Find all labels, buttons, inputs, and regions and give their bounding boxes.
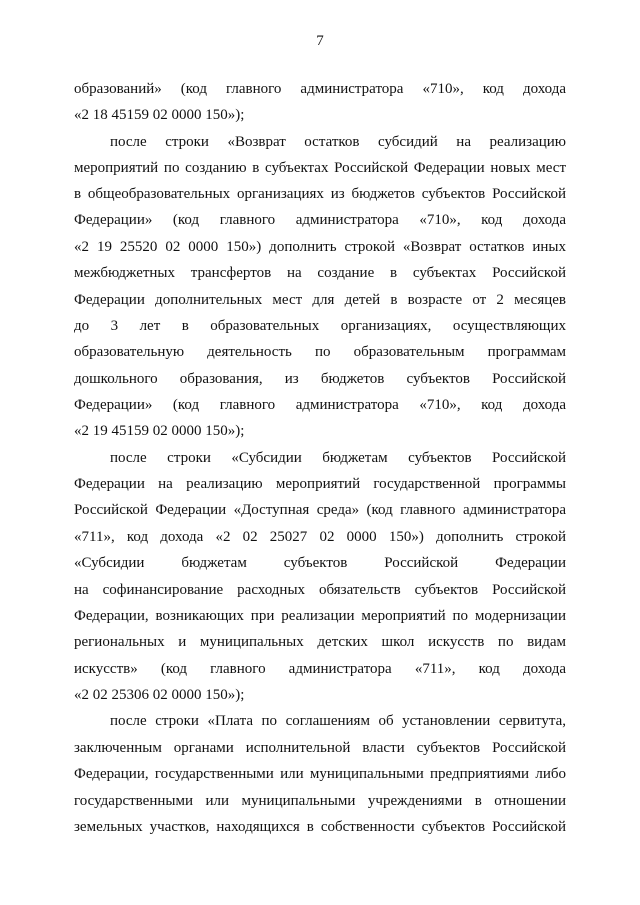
text-line: региональных и муниципальных детских школ искусств по видам [74, 634, 566, 650]
text-line: Федерации» (код главного администратора «710», код дохода [74, 397, 566, 413]
text-line: «Субсидии бюджетам субъектов Российской Федерации [74, 555, 566, 571]
text-line: после строки «Плата по соглашениям об установлении сервитута, [110, 713, 566, 729]
text-line: после строки «Субсидии бюджетам субъектов Российской [110, 450, 566, 466]
text-line: на софинансирование расходных обязательств субъектов Российской [74, 582, 566, 598]
text-line: Федерации на реализацию мероприятий государственной программы [74, 476, 566, 492]
page-number: 7 [316, 33, 324, 49]
text-line: искусств» (код главного администратора «711», код дохода [74, 661, 566, 677]
text-line: Федерации, возникающих при реализации мероприятий по модернизации [74, 608, 566, 624]
text-line: «2 18 45159 02 0000 150»); [74, 107, 245, 123]
text-line: межбюджетных трансфертов на создание в субъектах Российской [74, 265, 566, 281]
text-line: образований» (код главного администратора «710», код дохода [74, 81, 566, 97]
text-line: Федерации дополнительных мест для детей в возрасте от 2 месяцев [74, 292, 566, 308]
text-line: земельных участков, находящихся в собственности субъектов Российской [74, 819, 566, 835]
text-line: до 3 лет в образовательных организациях, осуществляющих [74, 318, 566, 334]
text-line: государственными или муниципальными учреждениями в отношении [74, 793, 566, 809]
text-line: «711», код дохода «2 02 25027 02 0000 150») дополнить строкой [74, 529, 566, 545]
text-line: дошкольного образования, из бюджетов субъектов Российской [74, 371, 566, 387]
text-line: мероприятий по созданию в субъектах Российской Федерации новых мест [74, 160, 566, 176]
text-line: образовательную деятельность по образовательным программам [74, 344, 566, 360]
text-line: после строки «Возврат остатков субсидий на реализацию [110, 134, 566, 150]
text-line: «2 02 25306 02 0000 150»); [74, 687, 245, 703]
text-line: в общеобразовательных организациях из бюджетов субъектов Российской [74, 186, 566, 202]
text-line: Федерации, государственными или муниципальными предприятиями либо [74, 766, 566, 782]
text-line: Федерации» (код главного администратора «710», код дохода [74, 212, 566, 228]
text-line: «2 19 45159 02 0000 150»); [74, 423, 245, 439]
text-line: «2 19 25520 02 0000 150») дополнить строкой «Возврат остатков иных [74, 239, 566, 255]
text-line: заключенным органами исполнительной власти субъектов Российской [74, 740, 566, 756]
text-line: Российской Федерации «Доступная среда» (код главного администратора [74, 502, 566, 518]
